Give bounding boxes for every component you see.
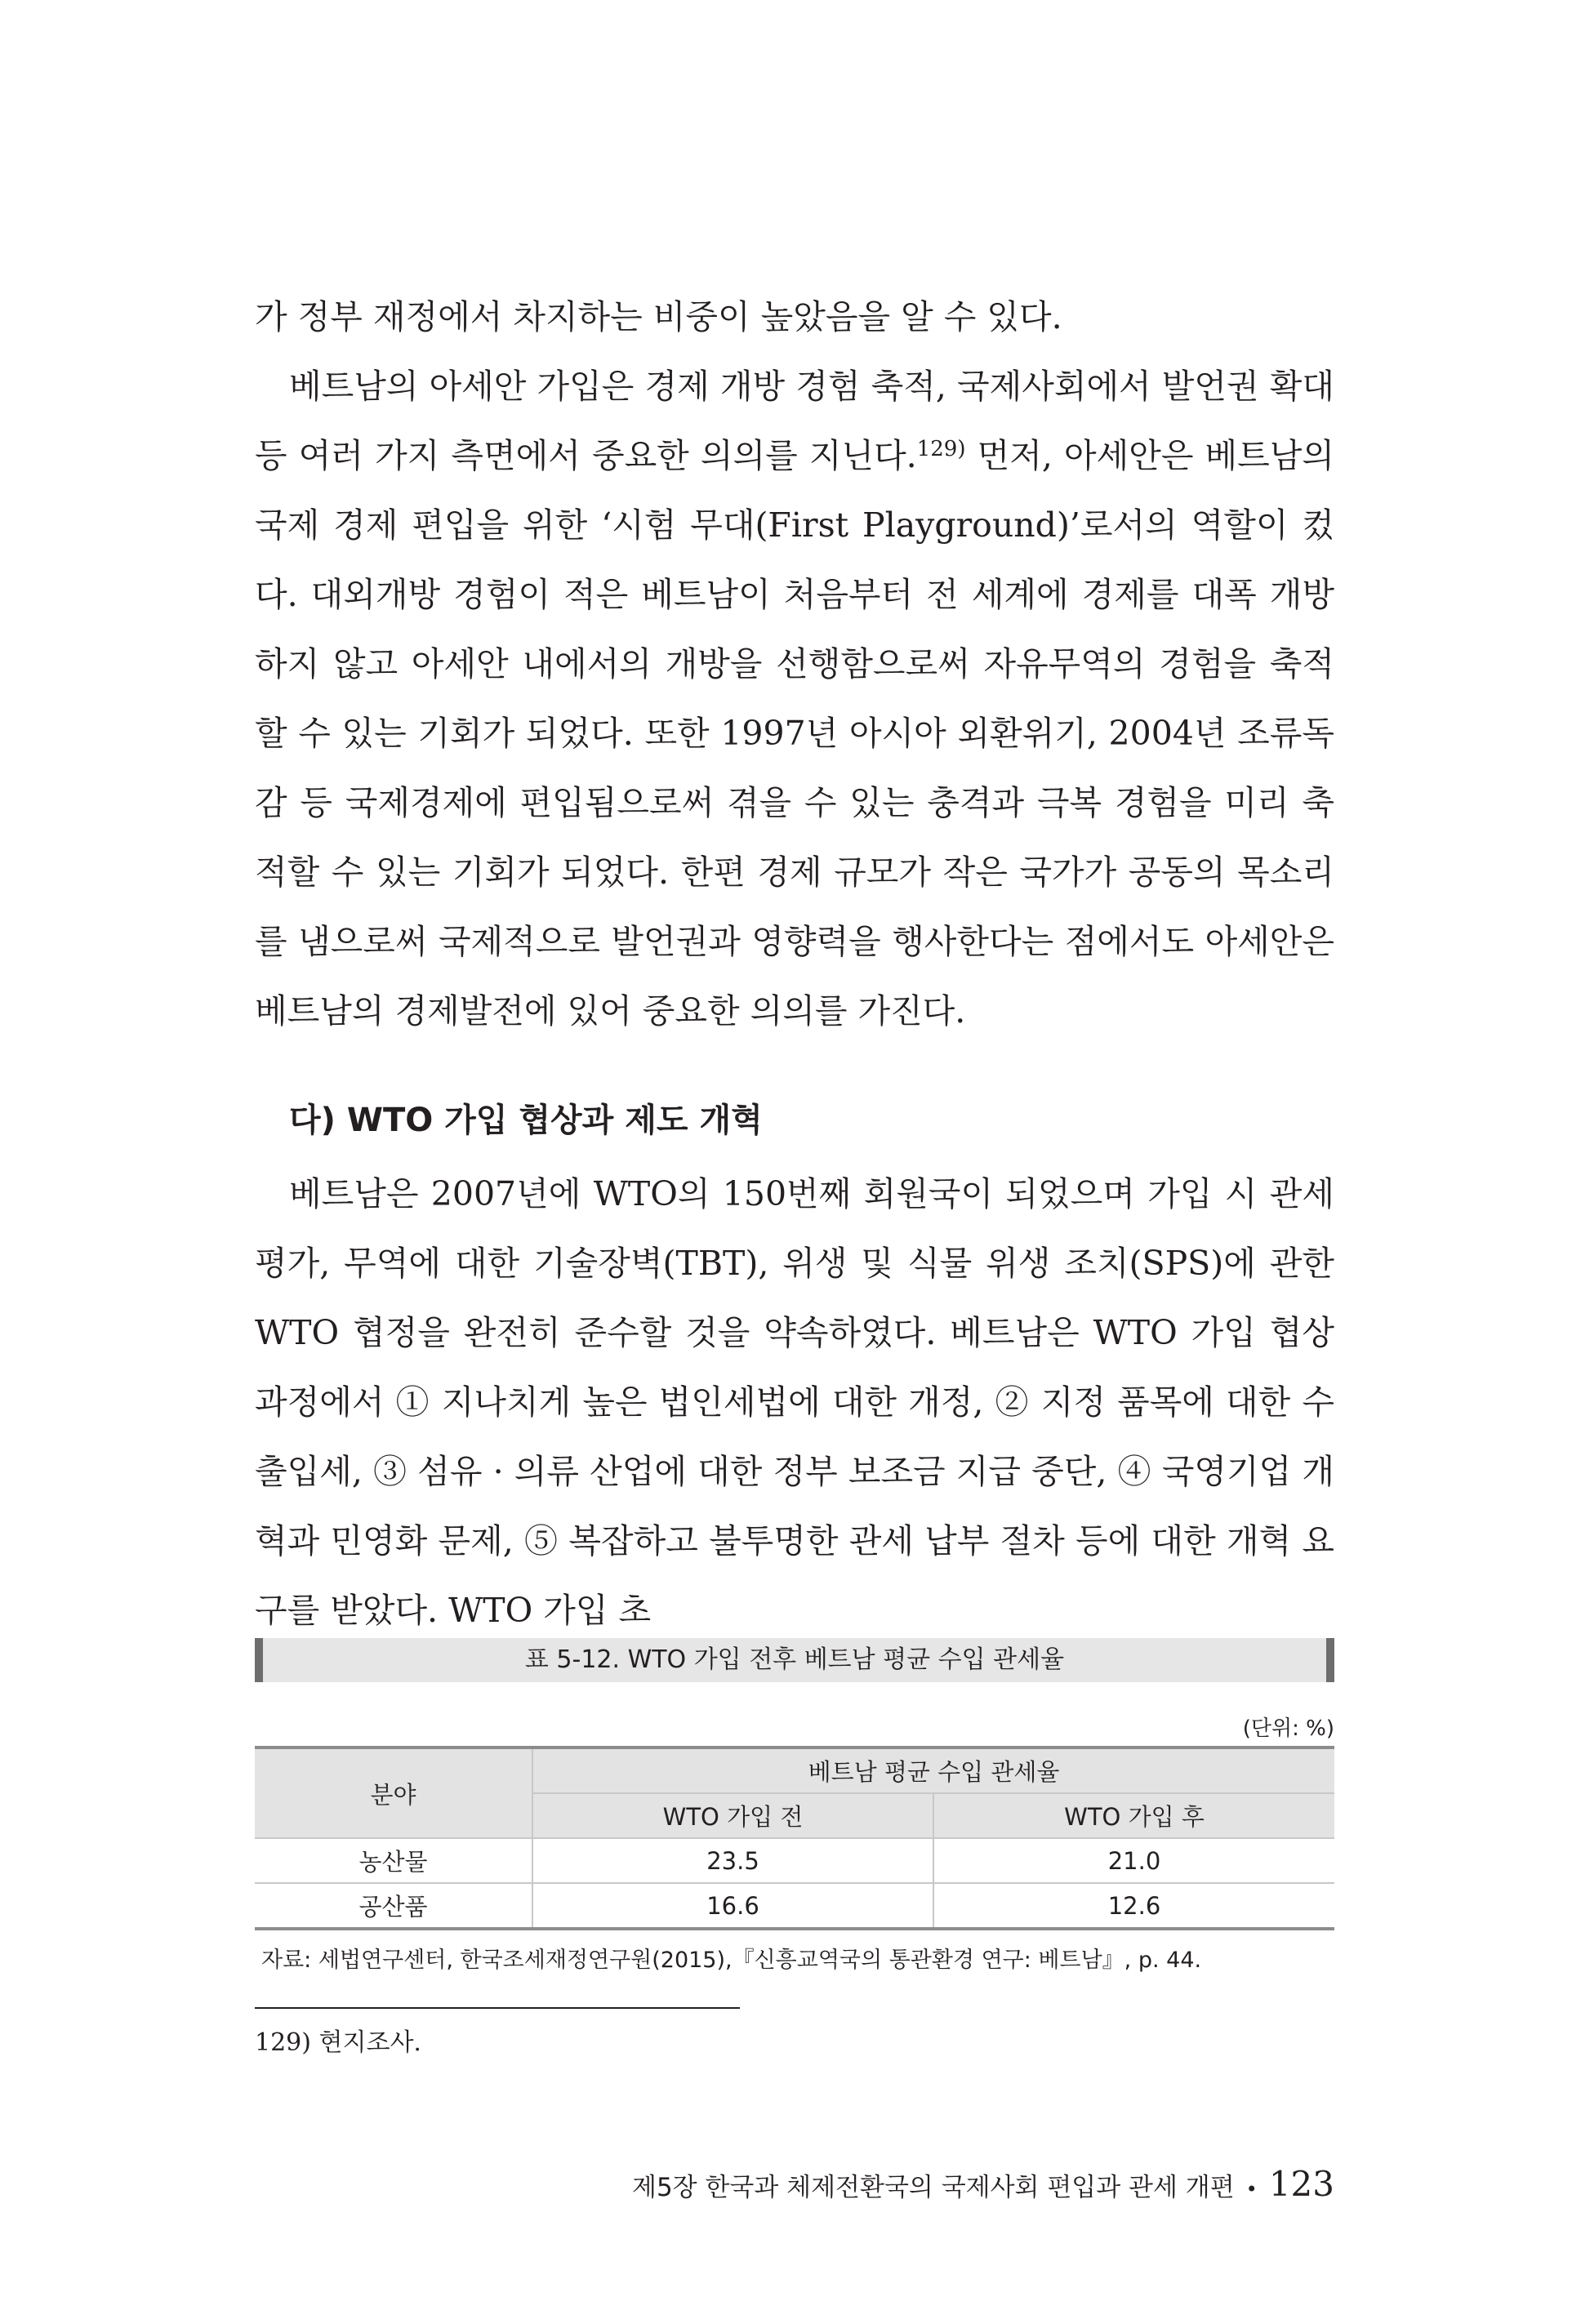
table-row [255, 1838, 1334, 1883]
paragraph-asean [255, 352, 1334, 1046]
row-field: 공산품 [255, 1883, 532, 1929]
tariff-table [255, 1746, 1334, 1930]
paragraph-continued: 가 정부 재정에서 차지하는 비중이 높았음을 알 수 있다. [255, 297, 1062, 336]
bullet-icon: • [1245, 2178, 1258, 2201]
body-text-block-2 [255, 1160, 1334, 1645]
paragraph-asean-text-b: 먼저, 아세안은 베트남의 국제 경제 편입을 위한 ‘시험 무대(First Playground)’로서의 역할이 컸다. 대외개방 경험이 적은 베트남이 처음부터 전 세계에 경제를 대폭 개방하지 않고 아세안 내에서의 개방을 선행함으로써 자유무역의 경험을 축적할 수 있는 기회가 되었다. 또한 1997년 아시아 외환위기, 2004년 조류독감 등 국제경제에 편입됨으로써 겪을 수 있는 충격과 극복 경험을 미리 축적할 수 있는 기회가 되었다. 한편 경제 규모가 작은 국가가 공동의 목소리를 냄으로써 국제적으로 발언권과 영향력을 행사한다는 점에서도 아세안은 베트남의 경제발전에 있어 중요한 의의를 가진다. [255, 436, 1334, 1031]
row-before: 16.6 [532, 1883, 933, 1929]
table-title: 표 5-12. WTO 가입 전후 베트남 평균 수입 관세율 [255, 1638, 1334, 1682]
header-group: 베트남 평균 수입 관세율 [532, 1747, 1334, 1793]
paragraph-asean-text-a: 베트남의 아세안 가입은 경제 개방 경험 축적, 국제사회에서 발언권 확대 등 여러 가지 측면에서 중요한 의의를 지닌다. [255, 367, 1334, 475]
table-row [255, 1883, 1334, 1929]
row-field: 농산물 [255, 1838, 532, 1883]
section-subheading: 다) WTO 가입 협상과 제도 개혁 [289, 1102, 763, 1139]
running-footer-title: 제5장 한국과 체제전환국의 국제사회 편입과 관세 개편 [632, 2173, 1235, 2202]
footnote-divider [255, 2007, 740, 2009]
body-text-block-1 [255, 283, 1334, 1046]
paragraph-wto: 베트남은 2007년에 WTO의 150번째 회원국이 되었으며 가입 시 관세평가, 무역에 대한 기술장벽(TBT), 위생 및 식물 위생 조치(SPS)에 관한 WTO 협정을 완전히 준수할 것을 약속하였다. 베트남은 WTO 가입 협상 과정에서 ① 지나치게 높은 법인세법에 대한 개정, ② 지정 품목에 대한 수출입세, ③ 섬유 · 의류 산업에 대한 정부 보조금 지급 중단, ④ 국영기업 개혁과 민영화 문제, ⑤ 복잡하고 불투명한 관세 납부 절차 등에 대한 개혁 요구를 받았다. WTO 가입 초 [255, 1174, 1334, 1630]
running-footer [632, 2164, 1334, 2204]
header-field: 분야 [255, 1747, 532, 1838]
page-number: 123 [1268, 2164, 1334, 2204]
table-unit: (단위: %) [1242, 1716, 1334, 1741]
header-after: WTO 가입 후 [933, 1793, 1334, 1838]
document-page [255, 0, 1334, 2324]
row-after: 21.0 [933, 1838, 1334, 1883]
table-source: 자료: 세법연구센터, 한국조세재정연구원(2015),『신흥교역국의 통관환경 연구: 베트남』, p. 44. [261, 1948, 1202, 1973]
row-before: 23.5 [532, 1838, 933, 1883]
header-before: WTO 가입 전 [532, 1793, 933, 1838]
footnote-129: 129) 현지조사. [255, 2028, 421, 2057]
row-after: 12.6 [933, 1883, 1334, 1929]
footnote-ref-129[interactable]: 129) [916, 437, 966, 461]
